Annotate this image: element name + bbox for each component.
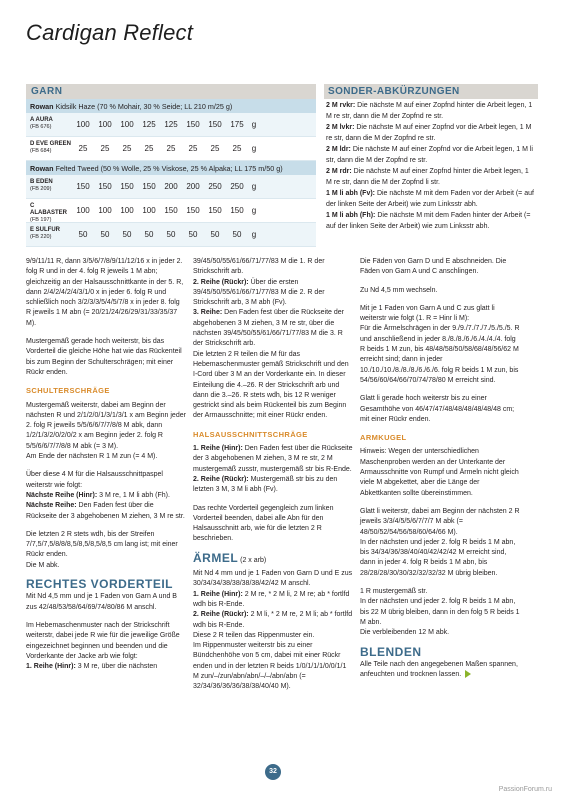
paragraph [26,501,186,522]
row-text: Den Faden fest über die Rückseite der 3 abgehobenen M ziehen, 3 M re str, 2 M mustergemäß zusstr, mustergemäß str bis R-Ende. [193,445,353,473]
yarn-amount: 25 [188,144,198,153]
yarn-color-label [26,223,72,246]
yarn-row [26,137,316,161]
abbreviation-item [326,101,536,122]
yarn-amount: 25 [166,144,176,153]
paragraph [26,491,186,501]
abbreviation-item [326,189,536,210]
yarn-color-code: (FB 209) [30,186,52,192]
yarn-unit: g [251,144,257,153]
yarn-amount: 100 [76,206,90,215]
paragraph [193,610,353,631]
yarn-row [26,199,316,223]
paragraph: Mit Nd 4 mm und je 1 Faden von Garn D und E zus 30/34/34/38/38/38/38/42/42 M anschl. [193,570,353,588]
section-heading-halsausschnittschraege: HALSAUSSCHNITTSCHRÄGE [193,429,308,439]
abbreviation-term: 2 M rvkr: [326,102,356,109]
paragraph: Glatt li weiterstr, dabei am Beginn der nächsten 2 R jeweils 3/3/4/5/5/6/7/7/7 M abk (= 48/50/52/54/56/58/60/64/66 M). [360,507,520,536]
section-heading-schulterschraege: SCHULTERSCHRÄGE [26,386,110,396]
yarn-amount: 100 [120,120,134,129]
watermark-text: PassionForum.ru [498,786,552,793]
paragraph: Die letzten 2 R stets wdh, bis der Streifen 7/7,5/7,5/8/8/8,5/8,5/8,5/8,5 cm lang ist; mit einer Rückr enden. [26,530,178,559]
yarn-amount: 150 [98,182,112,191]
yarn-amount: 50 [122,230,132,239]
yarn-amount: 50 [100,230,110,239]
yarn-amount: 25 [210,144,220,153]
yarn-color-name: C ALABASTER [30,203,67,216]
abbreviation-text: Die nächste M auf einer Zopfnd hinter die Arbeit legen, 1 M re str, dann die M der Zopfnd li str. [326,168,529,186]
abbreviation-text: Die nächste M mit dem Faden vor der Arbeit (= auf der linken Seite der Arbeit) wie zum Linksstr abh. [326,190,534,208]
row-label: 3. Reihe: [193,309,223,317]
text-column-1 [26,257,186,680]
yarn-color-label [26,199,72,222]
abbreviation-term: 2 M rdr: [326,168,352,175]
yarn-color-label [26,137,72,160]
paragraph: In der nächsten und jeder 2. folg R beids 1 M abn, bis 34/34/36/38/40/40/42/42/42 M erreicht sind, dann in jeder 4. folg R beids 1 M abn, bis 28/28/28/30/30/32/32/32/32 M übrig bleiben. [360,538,516,577]
yarn-amount: 25 [144,144,154,153]
paragraph: Die Fäden von Garn D und E abschneiden. Die Fäden von Garn A und C anschlingen. [360,258,507,276]
paragraph-text: Alle Teile nach den angegebenen Maßen spannen, anfeuchten und trocknen lassen. [360,660,518,679]
section-heading-rechtes-vorderteil: RECHTES VORDERTEIL [26,577,174,592]
paragraph: Die M abk. [26,561,60,569]
row-text: 3 M re, über die nächsten [75,663,158,671]
yarn-brand: Rowan [30,102,54,111]
abbreviations-list [324,99,538,232]
abbreviation-text: Die nächste M auf einer Zopfnd vor die Arbeit legen, 1 M re str, dann die M der Zopfnd re str. [326,124,532,142]
row-label: 1. Reihe (Hinr): [193,445,243,453]
yarn-amount: 150 [164,206,178,215]
paragraph: Das rechte Vorderteil gegengleich zum linken Vorderteil beenden, dabei alle Abn für den Halsausschnitt arb, wie für die letzten 2 R beschrieben. [193,504,334,543]
row-label: 2. Reihe (Rückr): [193,611,249,619]
abbreviation-term: 1 M li abh (Fv): [326,190,375,197]
yarn-amount: 150 [76,182,90,191]
abbreviation-item [326,167,536,188]
yarn-amount: 25 [232,144,242,153]
yarn-amount: 200 [186,182,200,191]
yarn-group-title [26,99,316,113]
yarn-amount: 100 [120,206,134,215]
row-label: Nächste Reihe: [26,502,77,510]
yarn-amount: 25 [122,144,132,153]
paragraph: Mit Nd 4,5 mm und je 1 Faden von Garn A und B zus 42/48/53/58/64/69/74/80/86 M anschl. [26,593,177,611]
yarn-color-code: (FB 220) [30,234,52,240]
yarn-amount: 50 [78,230,88,239]
yarn-amount: 50 [232,230,242,239]
paragraph [193,590,353,611]
paragraph: Mit je 1 Faden von Garn A und C zus glatt li weiterstr wie folgt (1. R = Hinr li M): [360,304,495,323]
yarn-amount: 150 [208,120,222,129]
paragraph [26,662,186,672]
yarn-amount: 250 [208,182,222,191]
yarn-amount: 125 [164,120,178,129]
paragraph [193,278,353,309]
paragraph: 9/9/11/11 R, dann 3/5/6/7/8/9/11/12/16 x in jeder 2. folg R und in der 4. folg R jeweils 1 M abn; gleichzeitig an der Halsausschnittkante in der 5. R, dann 2/4/2/4/2/4/3/1/0 x in jeder 6. folg R und schließlich noch 3/2/3/3/5/4/5/7/8 x in jeder 8. folg R jeweils 1 M abn (= 20/21/24/26/29/31/33/35/37 M). [26,258,184,327]
abbreviation-term: 1 M li abh (Fh): [326,212,376,219]
yarn-table [26,84,316,247]
page-title: Cardigan Reflect [26,20,194,45]
yarn-row [26,175,316,199]
paragraph: Die verbleibenden 12 M abk. [360,629,450,637]
row-label: Nächste Reihe (Hinr): [26,491,98,499]
paragraph: 1 R mustergemäß str. [360,588,428,596]
row-label: 2. Reihe (Rückr): [193,475,249,483]
section-heading-blenden: BLENDEN [360,644,422,659]
yarn-amount: 150 [120,182,134,191]
abbreviation-item [326,211,536,232]
yarn-amount: 175 [230,120,244,129]
yarn-amount: 150 [186,120,200,129]
paragraph: Glatt li gerade hoch weiterstr bis zu einer Gesamthöhe von 46/47/47/48/48/48/48/48/48 cm; mit einer Rückr enden. [360,395,515,423]
paragraph: Am Ende der nächsten R 1 M zun (= 4 M). [26,453,158,461]
yarn-unit: g [251,230,257,239]
abbreviations-box [324,84,538,233]
paragraph [193,444,353,475]
abbreviation-term: 2 M lvkr: [326,124,355,131]
section-heading-armkugel: ARMKUGEL [360,433,407,443]
yarn-desc: Kidsilk Haze (70 % Mohair, 30 % Seide; LL 210 m/25 g) [55,102,233,111]
text-column-2 [193,257,353,701]
yarn-color-name: E SULFUR [30,227,60,233]
row-text: 3 M re, 1 M li abh (Fh). [97,491,170,499]
abbreviations-heading: SONDER-ABKÜRZUNGEN [324,84,538,99]
row-label: 1. Reihe (Hinr): [26,663,76,671]
row-text: Den Faden fest über die Rückseite der abgehobenen 3 M ziehen, 3 M re str, über die nächsten 39/45/50/55/61/66/71/77/83 M die 3. R der Strickschrift arb. [193,309,344,348]
yarn-group-title [26,161,316,175]
heading-note: (2 x arb) [238,556,267,564]
yarn-amount: 25 [100,144,110,153]
abbreviation-text: Die nächste M auf einer Zopfnd vor die Arbeit legen, 1 M li str, dann die M der Zopfnd re str. [326,146,533,164]
row-text: Den Faden fest über die Rückseite der 3 abgehobenen M ziehen, 3 M re str. [26,502,185,520]
yarn-color-code: (FB 197) [30,217,52,223]
abbreviation-term: 2 M ldr: [326,146,351,153]
paragraph: Im Rippenmuster weiterstr bis zu einer Bündchenhöhe von 5 cm, dabei mit einer Rückr enden und in der letzten R beids 1/0/1/1/1/0/0/1/1 M zun/–/zun/abn/abn/–/–/abn/abn (= 32/34/36/36/36/38/38/40/40 M). [193,642,347,691]
yarn-color-name: D EVE GREEN [30,141,72,147]
yarn-unit: g [251,120,257,129]
yarn-amount: 150 [142,182,156,191]
paragraph: Hinweis: Wegen der unterschiedlichen Maschenproben werden an der Unterkante der Armausschnitte von Rumpf und Ärmeln nicht gleich viele M abgekettet, aber die Länge der Abkettkanten sollte übereinstimmen. [360,448,519,497]
row-label: 2. Reihe (Rückr): [193,278,249,286]
abbreviation-item [326,123,536,144]
page-number: 32 [265,764,281,780]
yarn-color-code: (FB 676) [30,124,52,130]
yarn-amount: 150 [230,206,244,215]
row-label: 1. Reihe (Hinr): [193,590,243,598]
yarn-amount: 100 [76,120,90,129]
yarn-desc: Felted Tweed (50 % Wolle, 25 % Viskose, 25 % Alpaka; LL 175 m/50 g) [55,164,283,173]
yarn-amount: 50 [166,230,176,239]
paragraph: Mustergemäß gerade hoch weiterstr, bis das Vorderteil die gleiche Höhe hat wie das Rückenteil bis zum Beginn der Schulterschrägen; mit einer Rückr enden. [26,338,182,376]
paragraph: 39/45/50/55/61/66/71/77/83 M die 1. R der Strickschrift arb. [193,258,325,276]
yarn-color-name: A AURA [30,117,53,123]
heading-text: ÄRMEL [193,550,239,565]
yarn-amount: 250 [230,182,244,191]
yarn-amount: 100 [98,120,112,129]
yarn-heading: GARN [26,84,316,99]
yarn-amount: 50 [188,230,198,239]
yarn-row [26,223,316,247]
yarn-unit: g [251,182,257,191]
row-text: Mustergemäß str bis zu den letzten 3 M, 3 M li abh (Fv). [193,475,338,494]
paragraph: Für die Ärmelschrägen in der 9./9./7./7./7./5./5./5. R und anschließend in jeder 8./8./8./6./6./4./4./4. folg R beids 1 M zun, bis 48/48/58/50/58/68/48/56/62 M erreicht sind; dann in jeder 10./10./10./8./8./8./6./6./6. folg R beids 1 M zun, bis 54/56/60/64/66/70/74/78/80 M erreicht sind. [360,325,520,384]
yarn-color-name: B EDEN [30,179,53,185]
yarn-amount: 100 [98,206,112,215]
yarn-amount: 50 [210,230,220,239]
yarn-amount: 200 [164,182,178,191]
yarn-color-label [26,175,72,198]
paragraph: Zu Nd 4,5 mm wechseln. [360,286,438,294]
yarn-unit: g [251,206,257,215]
row-text: 2 M li, * 2 M re, 2 M li; ab * fortlfd wdh bis R-Ende. [193,611,353,629]
paragraph [193,475,353,496]
paragraph [193,308,353,349]
continue-arrow-icon [465,670,471,678]
row-text: Über die ersten 39/45/50/55/61/66/71/77/83 M die 2. R der Strickschrift arb, 3 M abh (Fv). [193,278,325,307]
abbreviation-text: Die nächste M auf einer Zopfnd hinter die Arbeit legen, 1 M re str, dann die M der Zopfnd re str. [326,102,533,120]
yarn-amount: 150 [208,206,222,215]
yarn-amount: 150 [186,206,200,215]
yarn-color-label [26,113,72,136]
paragraph: Die letzten 2 R teilen die M für das Hebemaschenmuster gemäß Strickschrift und den I-Cord über 3 M an der Vorderkante ein. In dieser Einteilung die 4.–26. R der Strickschrift arb und dann die 3.–26. R stets wdh, bis 12 R weniger gestrickt sind als beim Rückenteil bis zum Beginn der Armausschnitte; mit einer Rückr enden. [193,350,349,420]
paragraph: In der nächsten und jeder 2. folg R beids 1 M abn, bis 22 M übrig bleiben, dann in den folg 5 R beids 1 M abn. [360,598,520,626]
paragraph: Im Hebemaschenmuster nach der Strickschrift weiterstr, dabei jede R wie für die jeweilige Größe eingezeichnet beginnen und beenden und die Vorderkante der Jacke arb wie folgt: [26,621,180,660]
yarn-amount: 125 [142,120,156,129]
yarn-row [26,113,316,137]
yarn-amount: 100 [142,206,156,215]
yarn-amount: 50 [144,230,154,239]
paragraph [360,660,520,681]
text-column-3 [360,257,520,688]
paragraph: Diese 2 R teilen das Rippenmuster ein. [193,631,315,639]
abbreviation-item [326,145,536,166]
section-heading-aermel [193,550,353,566]
yarn-color-code: (FB 684) [30,148,52,154]
yarn-brand: Rowan [30,164,54,173]
yarn-amount: 25 [78,144,88,153]
abbreviation-text: Die nächste M mit dem Faden hinter der Arbeit (= auf der linken Seite der Arbeit) wie zum Linksstr abh. [326,212,531,230]
paragraph: Über diese 4 M für die Halsausschnittpaspel weiterstr wie folgt: [26,471,163,489]
paragraph: Mustergemäß weiterstr, dabei am Beginn der nächsten R und 2/1/2/0/1/3/1/3/1 x am Beginn jeder 2. folg R jeweils 5/5/6/6/7/7/8/8 M abk, dann 1/2/1/3/2/0/2/0/2 x am Beginn jeder 2. folg R 5/5/6/6/7/7/8/8 M abk (= 3 M). [26,401,186,450]
row-text: 2 M re, * 2 M li, 2 M re; ab * fortlfd wdh bis R-Ende. [193,590,350,608]
